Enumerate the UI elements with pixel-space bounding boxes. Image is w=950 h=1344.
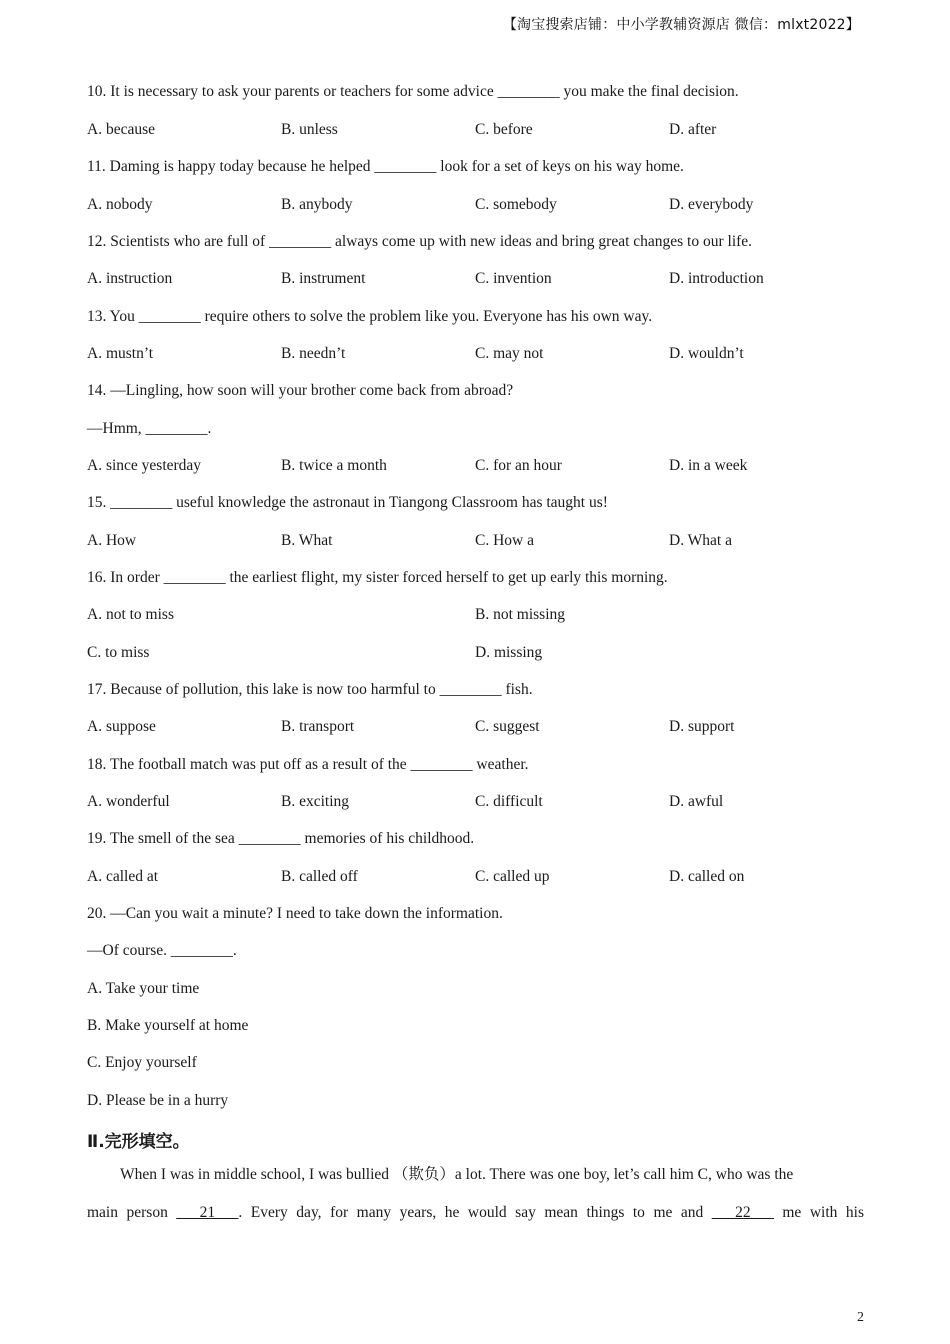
option-16-b: B. not missing <box>475 606 566 623</box>
option-15-b: B. What <box>281 532 333 549</box>
option-17-a: A. suppose <box>87 718 156 735</box>
question-12: 12. Scientists who are full of ________ always come up with new ideas and bring great changes to our life. <box>87 233 753 250</box>
option-16-c: C. to miss <box>87 644 150 661</box>
blank-21: ___21___ <box>176 1204 239 1221</box>
section-title: Ⅱ.完形填空。 <box>87 1132 190 1152</box>
option-18-d: D. awful <box>669 793 724 810</box>
option-20-c: C. Enjoy yourself <box>87 1054 197 1071</box>
question-18: 18. The football match was put off as a result of the ________ weather. <box>87 756 529 773</box>
option-11-b: B. anybody <box>281 196 353 213</box>
page-number: 2 <box>857 1310 864 1325</box>
option-12-d: D. introduction <box>669 270 764 287</box>
option-10-d: D. after <box>669 121 717 138</box>
passage-text: main person <box>87 1204 177 1221</box>
option-12-c: C. invention <box>475 270 552 287</box>
question-17: 17. Because of pollution, this lake is now too harmful to ________ fish. <box>87 681 533 698</box>
passage-line-2 <box>87 1203 864 1223</box>
option-13-a: A. mustn’t <box>87 345 154 362</box>
option-18-a: A. wonderful <box>87 793 170 810</box>
option-17-d: D. support <box>669 718 735 735</box>
option-18-b: B. exciting <box>281 793 350 810</box>
blank-22: ___22___ <box>711 1204 774 1221</box>
option-19-b: B. called off <box>281 868 358 885</box>
option-12-b: B. instrument <box>281 270 366 287</box>
option-13-d: D. wouldn’t <box>669 345 744 362</box>
question-13: 13. You ________ require others to solve the problem like you. Everyone has his own way. <box>87 308 653 325</box>
option-10-b: B. unless <box>281 121 338 138</box>
option-19-a: A. called at <box>87 868 159 885</box>
option-20-a: A. Take your time <box>87 980 200 997</box>
passage-text: . Every day, for many years, he would say mean things to me and <box>238 1204 712 1221</box>
option-12-a: A. instruction <box>87 270 173 287</box>
option-17-c: C. suggest <box>475 718 540 735</box>
option-11-a: A. nobody <box>87 196 153 213</box>
option-19-c: C. called up <box>475 868 550 885</box>
option-19-d: D. called on <box>669 868 745 885</box>
question-16: 16. In order ________ the earliest flight, my sister forced herself to get up early this morning. <box>87 569 668 586</box>
question-19: 19. The smell of the sea ________ memories of his childhood. <box>87 830 475 847</box>
passage-text: me with his <box>773 1204 864 1221</box>
page-header: 【淘宝搜索店铺：中小学教辅资源店 微信：mlxt2022】 <box>502 17 860 33</box>
option-20-b: B. Make yourself at home <box>87 1017 249 1034</box>
option-11-d: D. everybody <box>669 196 754 213</box>
question-14: 14. —Lingling, how soon will your brother come back from abroad? <box>87 382 514 399</box>
option-20-d: D. Please be in a hurry <box>87 1092 229 1109</box>
option-14-a: A. since yesterday <box>87 457 202 474</box>
option-17-b: B. transport <box>281 718 355 735</box>
option-13-b: B. needn’t <box>281 345 346 362</box>
option-16-a: A. not to miss <box>87 606 174 623</box>
option-13-c: C. may not <box>475 345 544 362</box>
question-10: 10. It is necessary to ask your parents or teachers for some advice ________ you make the final decision. <box>87 83 739 100</box>
question-20-reply: —Of course. ________. <box>87 942 237 959</box>
question-14-reply: —Hmm, ________. <box>87 420 212 437</box>
option-14-b: B. twice a month <box>281 457 387 474</box>
option-14-c: C. for an hour <box>475 457 562 474</box>
question-15: 15. ________ useful knowledge the astronaut in Tiangong Classroom has taught us! <box>87 494 608 511</box>
option-15-a: A. How <box>87 532 137 549</box>
question-20: 20. —Can you wait a minute? I need to take down the information. <box>87 905 503 922</box>
option-11-c: C. somebody <box>475 196 557 213</box>
option-10-c: C. before <box>475 121 533 138</box>
passage-line-1: When I was in middle school, I was bullied （欺负）a lot. There was one boy, let’s call him C, who was the <box>120 1166 794 1183</box>
option-14-d: D. in a week <box>669 457 748 474</box>
question-11: 11. Daming is happy today because he helped ________ look for a set of keys on his way home. <box>87 158 684 175</box>
option-10-a: A. because <box>87 121 155 138</box>
option-18-c: C. difficult <box>475 793 543 810</box>
option-15-d: D. What a <box>669 532 732 549</box>
option-16-d: D. missing <box>475 644 543 661</box>
option-15-c: C. How a <box>475 532 534 549</box>
